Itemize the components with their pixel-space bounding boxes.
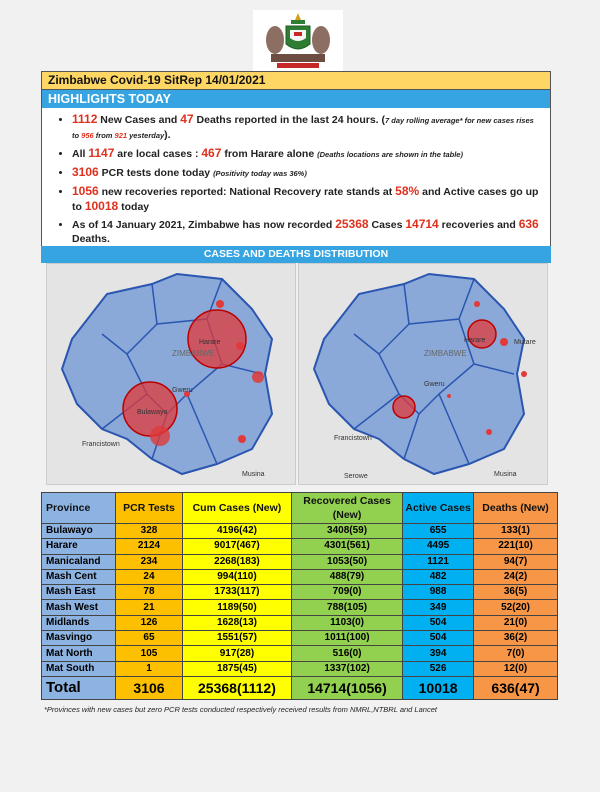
table-row [42, 524, 558, 539]
cell-pcr: 24 [116, 569, 183, 584]
map-town-label: Gweru [424, 381, 445, 388]
cell-province: Midlands [42, 615, 116, 630]
cell-dea: 94(7) [474, 554, 558, 569]
map-town-label: Harare [199, 339, 221, 346]
map-town-label: Bulawayo [137, 409, 168, 416]
map-town-label: Mutare [514, 339, 536, 346]
cell-rec: 1337(102) [292, 661, 403, 676]
cell-cum: 9017(467) [182, 539, 291, 554]
highlight-pcr-tests: • 3106 PCR tests done today (Positivity today was 36%) [72, 165, 542, 181]
cell-act: 988 [403, 585, 474, 600]
country-outline [314, 274, 524, 474]
cell-dea: 133(1) [474, 524, 558, 539]
total-label: Total [42, 676, 116, 699]
cell-province: Bulawayo [42, 524, 116, 539]
highlight-recoveries: • 1056 new recoveries reported: National Recovery rate stands at 58% and Active cases go up to 10018 today [72, 184, 542, 214]
table-row [42, 600, 558, 615]
cell-act: 482 [403, 569, 474, 584]
table-row [42, 661, 558, 676]
cell-pcr: 1 [116, 661, 183, 676]
cell-pcr: 2124 [116, 539, 183, 554]
cell-cum: 1733(117) [182, 585, 291, 600]
cell-rec: 1103(0) [292, 615, 403, 630]
highlights-heading: HIGHLIGHTS TODAY [41, 90, 551, 108]
cell-dea: 36(2) [474, 631, 558, 646]
cell-province: Masvingo [42, 631, 116, 646]
highlight-cumulative: • As of 14 January 2021, Zimbabwe has now recorded 25368 Cases 14714 recoveries and 636 Deaths. [72, 217, 542, 246]
map-town-label: Francistown [82, 441, 120, 448]
total-pcr: 3106 [116, 676, 183, 699]
cell-province: Mash Cent [42, 569, 116, 584]
cell-cum: 994(110) [182, 569, 291, 584]
total-cum: 25368(1112) [182, 676, 291, 699]
cell-pcr: 78 [116, 585, 183, 600]
sitrep-sheet [41, 71, 551, 260]
cell-cum: 2268(183) [182, 554, 291, 569]
cell-rec: 1053(50) [292, 554, 403, 569]
col-recovered: Recovered Cases (New) [292, 493, 403, 524]
cell-act: 504 [403, 615, 474, 630]
cell-rec: 788(105) [292, 600, 403, 615]
map-country-label: ZIMBABWE [172, 349, 215, 358]
map-town-label: Musina [494, 471, 517, 478]
col-province: Province [42, 493, 116, 524]
cell-province: Mat North [42, 646, 116, 661]
cell-pcr: 105 [116, 646, 183, 661]
cell-dea: 36(5) [474, 585, 558, 600]
total-dea: 636(47) [474, 676, 558, 699]
cell-cum: 1551(57) [182, 631, 291, 646]
total-act: 10018 [403, 676, 474, 699]
report-title: Zimbabwe Covid-19 SitRep 14/01/2021 [41, 71, 551, 90]
cell-dea: 52(20) [474, 600, 558, 615]
coat-of-arms-icon [253, 10, 343, 72]
map-town-label: Harare [464, 337, 486, 344]
cell-province: Mat South [42, 661, 116, 676]
map-country-label: ZIMBABWE [424, 349, 467, 358]
map-town-label: Gweru [172, 387, 193, 394]
cell-rec: 488(79) [292, 569, 403, 584]
cell-pcr: 328 [116, 524, 183, 539]
table-row [42, 554, 558, 569]
cell-act: 4495 [403, 539, 474, 554]
cell-rec: 709(0) [292, 585, 403, 600]
map-town-label: Musina [242, 471, 265, 478]
cell-cum: 1628(13) [182, 615, 291, 630]
col-deaths: Deaths (New) [474, 493, 558, 524]
cell-cum: 917(28) [182, 646, 291, 661]
cell-dea: 21(0) [474, 615, 558, 630]
cell-act: 1121 [403, 554, 474, 569]
cell-province: Harare [42, 539, 116, 554]
table-row [42, 631, 558, 646]
total-rec: 14714(1056) [292, 676, 403, 699]
deaths-map [298, 263, 548, 485]
table-row [42, 615, 558, 630]
cell-province: Mash West [42, 600, 116, 615]
cell-rec: 4301(561) [292, 539, 403, 554]
col-active: Active Cases [403, 493, 474, 524]
cell-act: 504 [403, 631, 474, 646]
cell-cum: 4196(42) [182, 524, 291, 539]
cell-pcr: 126 [116, 615, 183, 630]
distribution-heading: CASES AND DEATHS DISTRIBUTION [41, 246, 551, 263]
cell-dea: 7(0) [474, 646, 558, 661]
map-town-label: Serowe [344, 473, 368, 480]
cell-province: Manicaland [42, 554, 116, 569]
cell-act: 526 [403, 661, 474, 676]
cell-province: Mash East [42, 585, 116, 600]
cell-pcr: 21 [116, 600, 183, 615]
table-row [42, 585, 558, 600]
total-row [42, 676, 558, 699]
cell-dea: 12(0) [474, 661, 558, 676]
cell-cum: 1189(50) [182, 600, 291, 615]
cell-pcr: 65 [116, 631, 183, 646]
table-row [42, 646, 558, 661]
highlight-local-cases: • All 1147 are local cases : 467 from Harare alone (Deaths locations are shown in the table) [72, 146, 542, 162]
cell-act: 349 [403, 600, 474, 615]
table-row [42, 569, 558, 584]
cell-dea: 221(10) [474, 539, 558, 554]
cell-rec: 516(0) [292, 646, 403, 661]
cell-act: 394 [403, 646, 474, 661]
maps-panel [41, 263, 551, 483]
province-table [41, 492, 558, 700]
cell-dea: 24(2) [474, 569, 558, 584]
table-header-row [42, 493, 558, 524]
col-cum-cases: Cum Cases (New) [182, 493, 291, 524]
cases-map [46, 263, 296, 485]
highlights-box [41, 108, 551, 260]
cell-pcr: 234 [116, 554, 183, 569]
highlight-new-cases: • 1112 New Cases and 47 Deaths reported in the last 24 hours. (7 day rolling average* for new cases rises to 956 from 921 yesterday). [72, 112, 542, 143]
footnote: *Provinces with new cases but zero PCR tests conducted respectively received results from NMRL,NTBRL and Lancet [44, 705, 437, 714]
cell-rec: 1011(100) [292, 631, 403, 646]
col-pcr-tests: PCR Tests [116, 493, 183, 524]
cell-cum: 1875(45) [182, 661, 291, 676]
cell-rec: 3408(59) [292, 524, 403, 539]
table-row [42, 539, 558, 554]
map-town-label: Francistown [334, 435, 372, 442]
cell-act: 655 [403, 524, 474, 539]
